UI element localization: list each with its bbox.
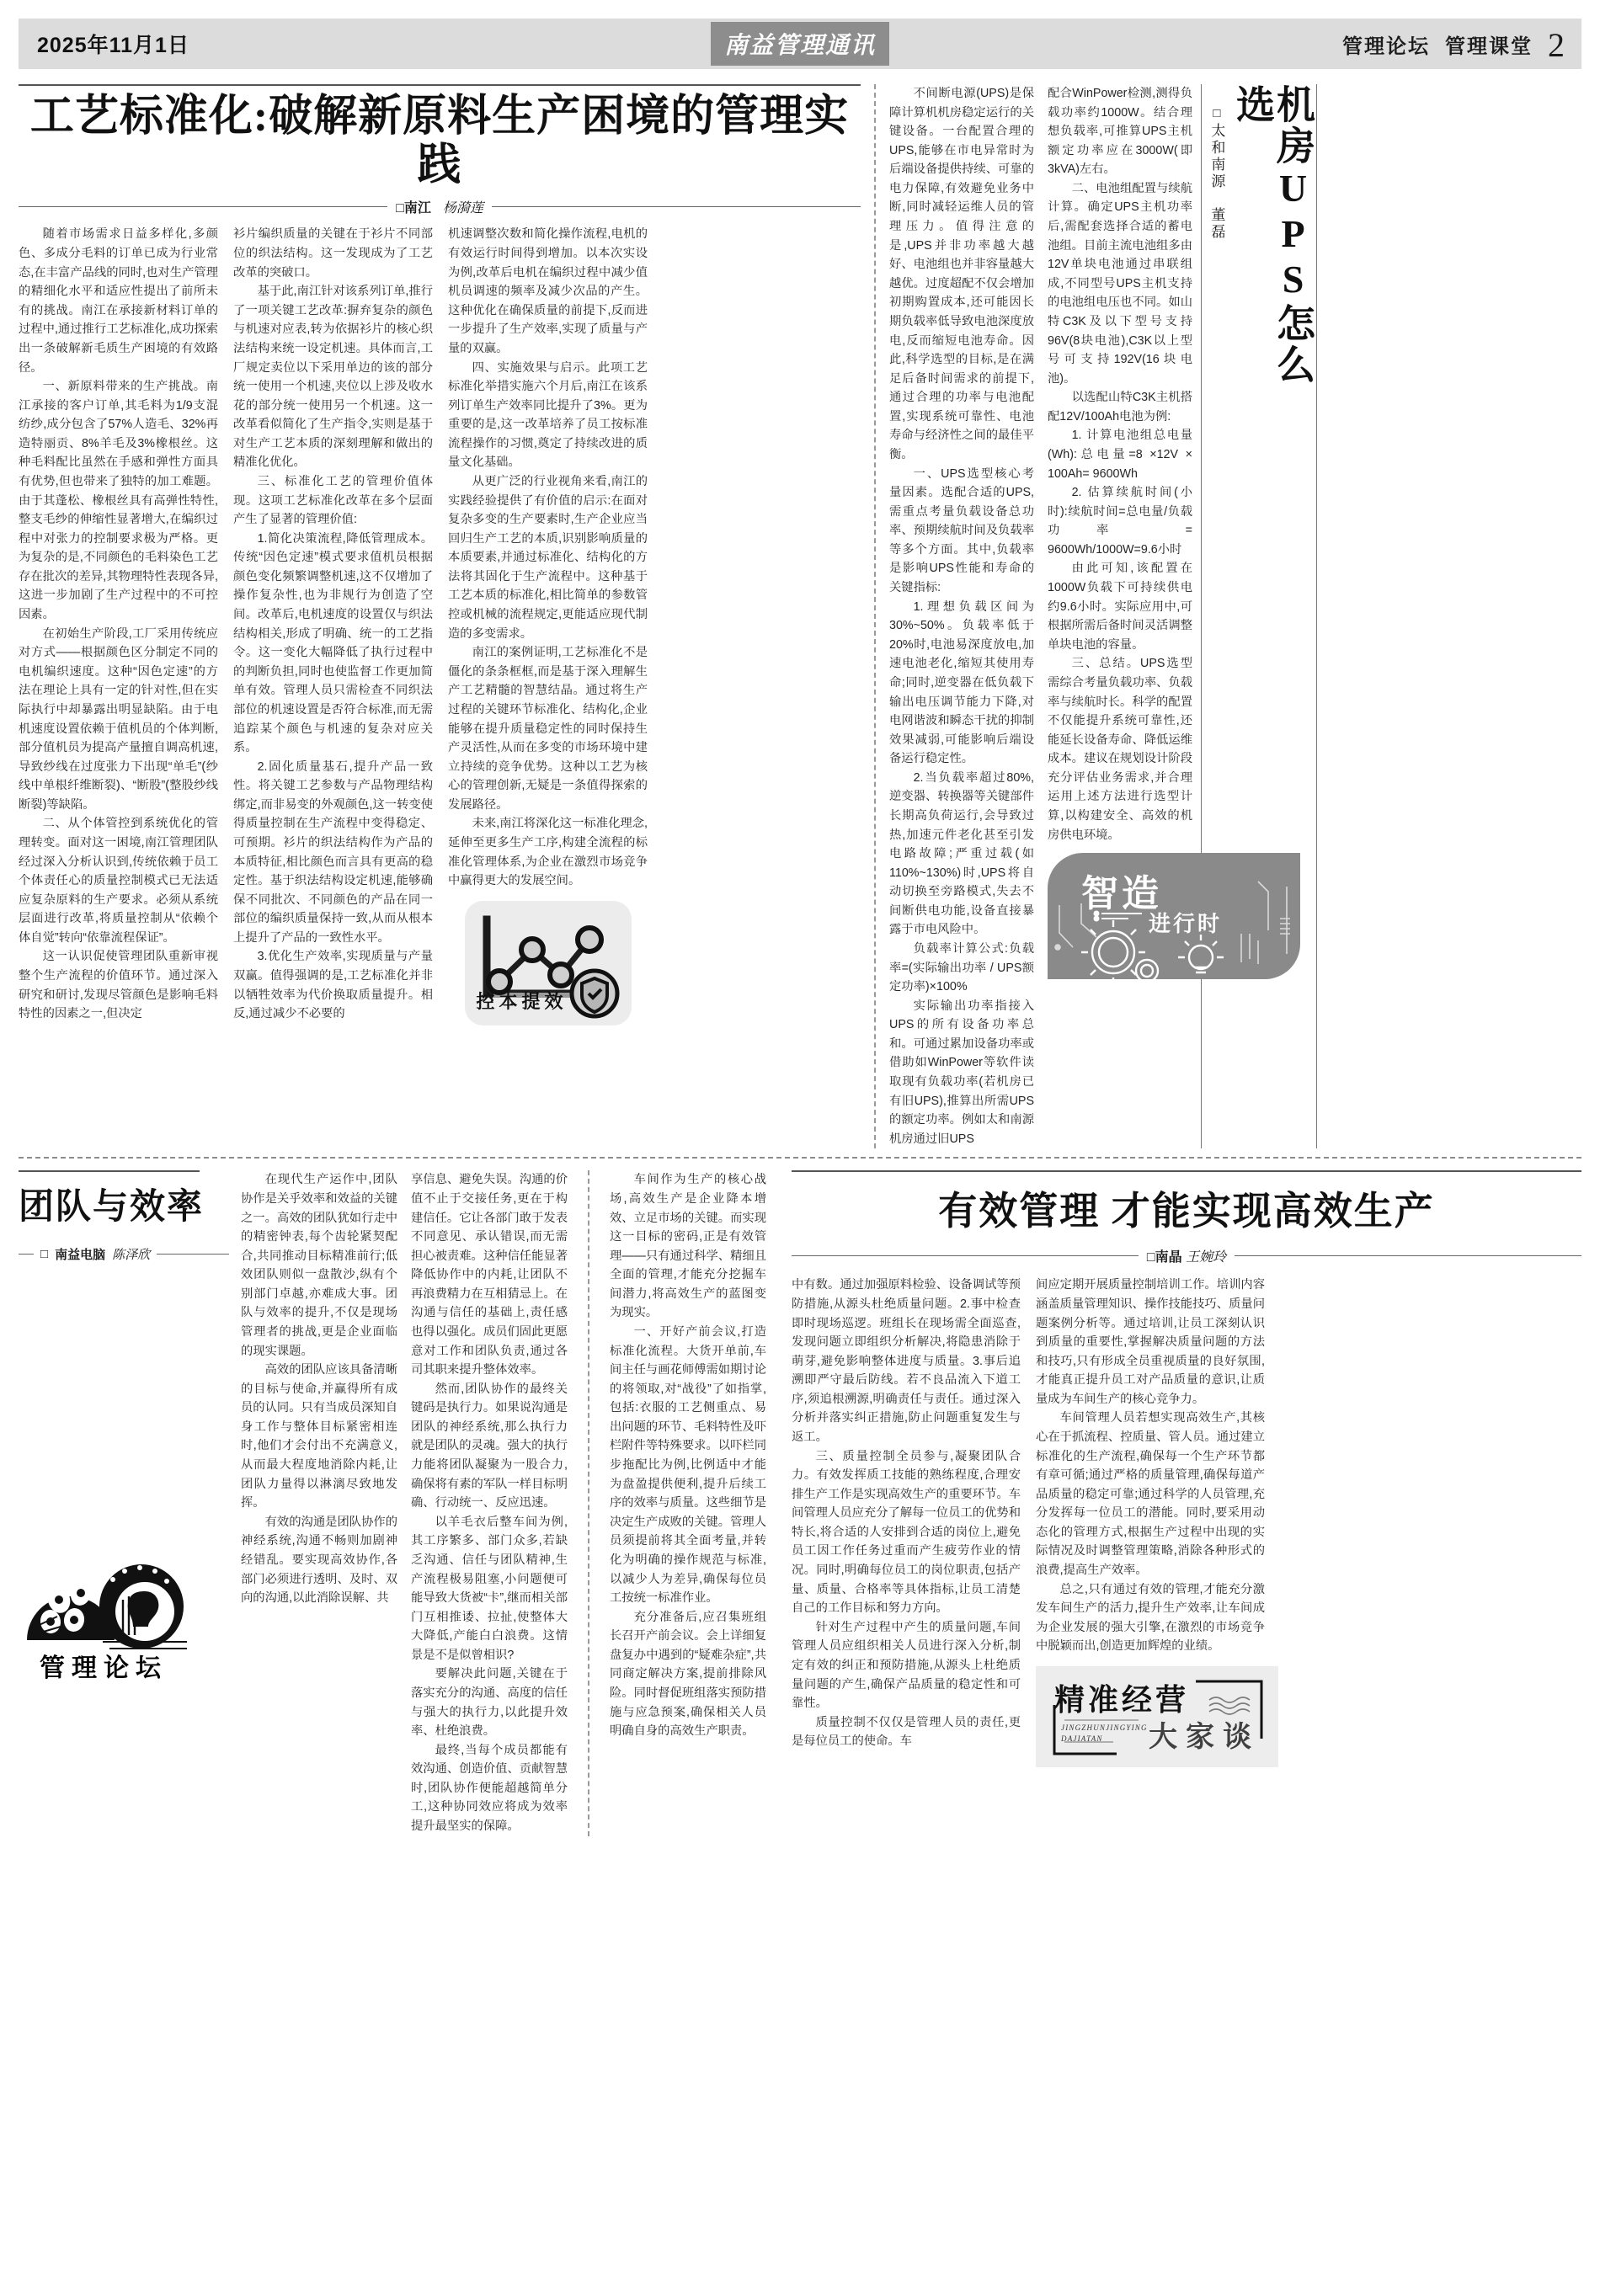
paragraph: 车间管理人员若想实现高效生产,其核心在于抓流程、控质量、管人员。通过建立标准化的生产流程,确保每一个生产环节都有章可循;通过严格的质量管理,确保每道产品质量的稳定可靠;通过科学的人员管理,充分发挥每一位员工的潜能。同时,要采用动态化的管理方式,根据生产过程中出现的实际情况及时调整管理策略,消除各种形式的浪费,提高生产效率。 [1036, 1411, 1265, 1578]
paragraph: 机速调整次数和简化操作流程,电机的有效运行时间得到增加。以本次实设为例,改革后电机在编织过程中减少值机员调速的频率及减少次品的产生。这种优化在确保质量的前提下,反而进一步提升了生产效率,实现了质量与产量的双赢。 [448, 227, 648, 355]
team-column-3 [610, 1170, 766, 1835]
paragraph: 1.理想负载区间为30%~50%。负载率低于20%时,电池易深度放电,加速电池老化,缩短其使用寿命;同时,逆变器在低负载下输出电压调节能力下降,对电网谐波和瞬态干扰的抑制效果减弱,可能影响后端设备运行稳定性。 [889, 599, 1034, 766]
paragraph: 这一认识促使管理团队重新审视整个生产流程的价值环节。通过深入研究和研讨,发现尽管颜色是影响毛料特性的因素之一,但决定 [19, 950, 218, 1021]
paragraph: 最终,当每个成员都能有效沟通、创造价值、贡献智慧时,团队协作便能超越简单分工,这种协同效应将成为效率提升最坚实的保障。 [411, 1743, 568, 1834]
paragraph: 配合WinPower检测,测得负载功率约1000W。结合理想负载率,可推算UPS主机额定功率应在3000W(即3kVA)左右。 [1048, 87, 1192, 177]
paragraph: 中有数。通过加强原料检验、设备调试等预防措施,从源头杜绝质量问题。2.事中检查即时现场巡逻。班组长在现场需全面巡查,发现问题立即组织分析解决,将隐患消除于萌芽,避免影响整体进度与质量。3.事后追溯即严守最后防线。若不良品流入下道工序,须追根溯源,明确责任与责任。通过深入分析并落实纠正措施,防止问题重复发生与返工。 [792, 1278, 1021, 1444]
paragraph: 二、从个体管控到系统优化的管理转变。面对这一困境,南江管理团队经过深入分析认识到,传统依赖于员工个体责任心的质量控制模式已无法适应复杂原料的生产要求。必须从系统层面进行改革,将质量控制从“依赖个体自觉”转向“依靠流程保证”。 [19, 817, 218, 945]
manage-columns [792, 1276, 1581, 1767]
lead-columns [19, 225, 861, 1025]
jingzhun-subtitle: 大家谈 [1149, 1720, 1260, 1755]
paragraph: 从更广泛的行业视角来看,南江的实践经验提供了有价值的启示:在面对复杂多变的生产要素时,生产企业应当回归生产工艺的本质,识别影响质量的本质要素,并通过标准化、结构化的方法将其固化于生产流程中。这种基于工艺本质的标准化,相比简单的参数管控或机械的流程规定,更能适应现代制造的多变需求。 [448, 474, 648, 641]
forum-logo-graphic [19, 1541, 189, 1686]
paragraph: 2.当负载率超过80%,逆变器、转换器等关键部件长期高负荷运行,会导致过热,加速元件老化甚至引发电路故障;严重过载(如110%~130%)时,UPS将自动切换至旁路模式,失去不间断供电功能,设备直接暴露于市电风险中。 [889, 770, 1034, 937]
paragraph: 车间作为生产的核心战场,高效生产是企业降本增效、立足市场的关键。而实现这一目标的密码,正是有效管理——只有通过科学、精细且全面的管理,才能充分挖掘车间潜力,将高效生产的蓝图变为现实。 [610, 1173, 766, 1320]
manage-column-1 [792, 1276, 1021, 1767]
team-byline [19, 1245, 229, 1263]
section-label-forum: 管理论坛 [1342, 35, 1430, 58]
lead-column-3 [448, 225, 648, 1025]
ups-author: 董磊 [1208, 207, 1225, 241]
manage-byline-text [1147, 1246, 1226, 1265]
paragraph: 衫片编织质量的关键在于衫片不同部位的织法结构。这一发现成为了工艺改革的突破口。 [233, 227, 433, 280]
ups-column-1 [889, 84, 1034, 1148]
section-label-classroom: 管理课堂 [1445, 35, 1533, 58]
byline-rule [19, 1254, 34, 1255]
jingzhun-pinyin [1061, 1723, 1148, 1745]
paragraph: 高效的团队应该具备清晰的目标与使命,并赢得所有成员的认同。只有当成员深知自身工作与整体目标紧密相连时,他们才会付出不充满意义,从而最大程度地消除内耗,让团队力量得以淋漓尽致地发挥。 [241, 1363, 397, 1510]
zhizao-title: 智造 [1081, 873, 1162, 915]
paragraph: 不间断电源(UPS)是保障计算机机房稳定运行的关键设备。一台配置合理的UPS,能够在市电异常时为后端设备提供持续、可靠的电力保障,有效避免业务中断,同时减轻运维人员的管理压力。值得注意的是,UPS并非功率越大越好、电池组也并非容量越大越优。过度超配不仅会增加初期购置成本,还可能因长期负载率低导致电池深度放电,反而缩短电池寿命。因此,科学选型的目标,是在满足后备时间需求的前提下,通过合理的功率与电池配置,实现系统可靠性、电池寿命与经济性之间的最佳平衡。 [889, 87, 1034, 461]
lead-rule-top [19, 84, 861, 86]
section-divider [19, 1157, 1581, 1159]
paragraph: 2.固化质量基石,提升产品一致性。将关键工艺参数与产品物理结构绑定,而非易变的外观颜色,这一转变使得质量控制在生产流程中变得稳定、可预期。衫片的织法结构作为产品的本质特征,相比颜色而言具有更高的稳定性。基于织法结构设定机速,能够确保不同批次、不同颜色的产品在同一部位的编织质量保持一致,从而从根本上提升了产品的一致性水平。 [233, 759, 433, 945]
kongben-tixiao-graphic [465, 901, 632, 1025]
masthead-logo: 南益管理通讯 [711, 22, 889, 66]
jingzhun-pinyin-line1: JINGZHUNJINGYING [1061, 1723, 1148, 1732]
paragraph: 一、UPS选型核心考量因素。选配合适的UPS,需重点考量负载设备总功率、预期续航时间及负载率等多个方面。其中,负载率是影响UPS性能和寿命的关键指标: [889, 466, 1034, 595]
byline-rule [792, 1255, 1139, 1256]
lead-source-mark: □ [396, 201, 404, 216]
manage-author: 王婉玲 [1186, 1250, 1227, 1265]
paragraph: 以选配山特C3K主机搭配12V/100Ah电池为例: [1048, 391, 1192, 424]
paragraph: 一、开好产前会议,打造标准化流程。大货开单前,车间主任与画花师傅需如期讨论的将领取,对“战役”了如指掌,包括:衣服的工艺侧重点、易出问题的环节、毛料特性及吓栏附件等特殊要求。以吓栏同步拖配比为例,比例适中才能为盘盈提供便利,提升后续工序的效率与质量。这些细节是决定生产成败的关键。管理人员须提前将其全面考量,并转化为明确的操作规范与标准,以减少人为差异,确保每位员工按统一标准作业。 [610, 1325, 766, 1606]
paragraph: 1. 计算电池组总电量(Wh):总电量=8 ×12V × 100Ah= 9600Wh [1048, 429, 1192, 481]
manage-rule [792, 1170, 1581, 1172]
lead-byline-row [19, 197, 861, 216]
jingzhun-pinyin-line2: DAJIATAN [1061, 1734, 1103, 1744]
paragraph: 三、总结。UPS选型需综合考量负载功率、负载率与续航时长。科学的配置不仅能提升系统可靠性,还能延长设备寿命、降低运维成本。建议在规划设计阶段充分评估业务需求,并合理运用上述方法进行选型计算,以构建安全、高效的机房供电环境。 [1048, 657, 1192, 842]
team-columns [241, 1170, 766, 1835]
manage-source-mark: □ [1146, 1250, 1155, 1265]
paragraph: 实际输出功率指接入UPS的所有设备功率总和。可通过累加设备功率或借助如WinPower等软件读取现有负载功率(若机房已有旧UPS),推算出所需UPS的额定功率。例如太和南源机房通过旧UPS [889, 999, 1034, 1146]
ups-article-title: 机房UPS怎么选 [1231, 84, 1315, 386]
paragraph: 未来,南江将深化这一标准化理念,延伸至更多生产工序,构建全流程的标准化管理体系,为企业在激烈市场竞争中赢得更大的发展空间。 [448, 817, 648, 888]
team-column-1 [241, 1170, 397, 1835]
masthead [19, 19, 1581, 69]
manage-article-title: 有效管理 才能实现高效生产 [938, 1190, 1435, 1233]
paragraph: 在初始生产阶段,工厂采用传统应对方式——根据颜色区分制定不同的电机编织速度。这种“因色定速”的方法在理论上具有一定的针对性,但在实际执行中却暴露出明显缺陷。由于电机速度设置依赖于值机员的个体判断,部分值机员为提高产量擅自调高机速,导致纱线在过度张力下出现“单毛”(纱线中单根纤维断裂)、“断股”(整股纱线断裂)等缺陷。 [19, 626, 218, 812]
zhizao-subtitle: 进行时 [1149, 911, 1223, 937]
paragraph: 3.优化生产效率,实现质量与产量双赢。值得强调的是,工艺标准化并非以牺牲效率为代价换取质量提升。相反,通过减少不必要的 [233, 950, 433, 1021]
ups-source-mark: □ [1209, 106, 1224, 123]
ups-source: 太和南源 [1208, 123, 1225, 190]
paragraph: 间应定期开展质量控制培训工作。培训内容涵盖质量管理知识、操作技能技巧、质量问题案例分析等。通过培训,让员工深刻认识到质量的重要性,掌握解决质量问题的方法和技巧,只有形成全员重视质量的良好氛围,才能真正提升员工对产品质量的意识,让质量成为车间生产的核心竞争力。 [1036, 1278, 1265, 1406]
lead-column-1 [19, 225, 218, 1025]
paragraph: 充分准备后,应召集班组长召开产前会议。会上详细复盘复办中遇到的“疑难杂症”,共同商定解决方案,提前排除风险。同时督促班组落实预防措施与应急预案,确保相关人员明确自身的高效生产职责。 [610, 1610, 766, 1739]
paragraph: 1.简化决策流程,降低管理成本。传统“因色定速”模式要求值机员根据颜色变化频繁调整机速,这不仅增加了操作复杂性,也为非规行为创造了空间。改革后,电机速度的设置仅与织法结构相关,形成了明确、统一的工艺指令。这一变化大幅降低了执行过程中的判断负担,同时也使监督工作更加简单有效。管理人员只需检查不同织法部位的机速设置是否符合标准,而无需追踪某个颜色与机速的复杂对应关系。 [233, 531, 433, 755]
masthead-sections [1342, 25, 1565, 64]
team-head [19, 1170, 241, 1835]
paragraph: 以羊毛衣后整车间为例,其工序繁多、部门众多,若缺乏沟通、信任与团队精神,生产流程极易阻塞,小问题便可能导致大货被“卡”,继而相关部门互相推诿、拉扯,使整体大大降低,产能白白浪费。这情景是不是似曾相识? [411, 1515, 568, 1662]
manage-source: 南晶 [1155, 1250, 1182, 1265]
byline-rule-right [1235, 1255, 1581, 1256]
team-article [19, 1170, 776, 1835]
lead-author: 杨漪莲 [442, 201, 483, 216]
team-column-2 [411, 1170, 568, 1835]
ups-title-block [1201, 84, 1317, 1148]
forum-logo-label: 管理论坛 [40, 1654, 168, 1683]
paragraph: 有效的沟通是团队协作的神经系统,沟通不畅则加剧神经错乱。要实现高效协作,各部门必须进行透明、及时、双向的沟通,以此消除误解、共 [241, 1515, 397, 1606]
newspaper-page [0, 19, 1600, 2296]
paragraph: 质量控制不仅仅是管理人员的责任,更是每位员工的使命。车 [792, 1715, 1021, 1749]
paragraph: 总之,只有通过有效的管理,才能充分激发车间生产的活力,提升生产效率,让车间成为企业发展的强大引擎,在激烈的市场竞争中脱颖而出,创造更加辉煌的业绩。 [1036, 1582, 1265, 1654]
paragraph: 南江的案例证明,工艺标准化不是僵化的条条框框,而是基于深入理解生产工艺精髓的智慧结晶。通过将生产过程的关键环节标准化、结构化,企业能够在提升质量稳定性的同时保持生产灵活性,从而在多变的市场环境中建立持续的竞争优势。这种以工艺为核心的管理创新,无疑是一条值得探索的发展路径。 [448, 646, 648, 812]
lead-article-title: 工艺标准化:破解新原料生产困境的管理实践 [29, 93, 850, 190]
team-source-mark: □ [40, 1247, 49, 1262]
paragraph: 基于此,南江针对该系列订单,推行了一项关键工艺改革:摒弃复杂的颜色与机速对应表,转为依据衫片的核心织法结构来统一设定机速。具体而言,工厂规定卖位以下采用单边的该的部分统一使用一个机速,夹位以上涉及收水花的部分统一使用另一个机速。这一改革看似简化了生产指令,实则是基于对生产工艺本质的深刻理解和做出的精准化优化。 [233, 285, 433, 470]
paragraph: 然而,团队协作的最终关键码是执行力。如果说沟通是团队的神经系统,那么执行力就是团队的灵魂。强大的执行力能将团队凝聚为一股合力,确保将有素的军队一样目标明确、行动统一、反应迅速。 [411, 1382, 568, 1510]
bottom-section [19, 1170, 1581, 1835]
page-number: 2 [1548, 25, 1565, 64]
kongben-label: 控本提效 [476, 990, 568, 1012]
shield-check-icon [572, 971, 617, 1016]
jingzhun-title: 精准经营 [1054, 1681, 1190, 1718]
ups-byline [1206, 84, 1227, 384]
manage-article [776, 1170, 1581, 1835]
paragraph: 四、实施效果与启示。此项工艺标准化举措实施六个月后,南江在该系列订单生产效率同比提升了3%。更为重要的是,这一改革培养了员工按标准流程操作的习惯,奠定了持续改进的质量文化基础。 [448, 360, 648, 470]
paragraph: 针对生产过程中产生的质量问题,车间管理人员应组织相关人员进行深入分析,制定有效的纠正和预防措施,从源头上杜绝质量问题的产生,确保产品质量的稳定性和可靠性。 [792, 1620, 1021, 1711]
team-source: 南益电脑 [55, 1248, 106, 1263]
paragraph: 在现代生产运作中,团队协作是关乎效率和效益的关键之一。高效的团队犹如行走中的精密钟表,每个齿轮紧契配合,共同推动目标精准前行;低效团队则似一盘散沙,纵有个别部门卓越,亦难成大事。团队与效率的提升,不仅是现场管理者的挑战,更是企业面临的现实课题。 [241, 1173, 397, 1358]
lead-source: 南江 [403, 201, 431, 216]
top-section [19, 84, 1581, 1148]
byline-rule-right [492, 206, 861, 207]
paragraph: 由此可知,该配置在1000W负载下可持续供电约9.6小时。实际应用中,可根据所需后备时间灵活调整单块电池的容量。 [1048, 562, 1192, 652]
team-article-title: 团队与效率 [19, 1188, 205, 1228]
zhizao-graphic [1048, 853, 1300, 979]
manage-column-2 [1036, 1276, 1265, 1767]
paragraph: 负载率计算公式:负载率=(实际输出功率 / UPS额定功率)×100% [889, 942, 1034, 994]
team-rule [19, 1170, 200, 1172]
paragraph: 随着市场需求日益多样化,多颜色、多成分毛料的订单已成为行业常态,在丰富产品线的同时,也对生产管理的精细化水平和适应性提出了前所未有的挑战。南江在承接新材料订单的过程中,通过推行工艺标准化,成功探索出一条破解新毛质生产困境的有效路径。 [19, 227, 218, 375]
lead-article [19, 84, 861, 1148]
byline-rule-right [157, 1254, 229, 1255]
publication-date: 2025年11月1日 [37, 34, 189, 57]
ups-article [874, 84, 1317, 1148]
paragraph: 2. 估算续航时间(小时):续航时间=总电量/负载功率 = 9600Wh/1000W=9.6小时 [1048, 486, 1192, 557]
paragraph: 享信息、避免失误。沟通的价值不止于交接任务,更在于构建信任。它让各部门敢于发表不同意见、承认错误,而无需担心被责难。这种信任能显著降低协作中的内耗,让团队不再浪费精力在互相猜忌上。在沟通与信任的基础上,责任感也得以强化。成员们固此更愿意对工作和团队负责,通过各司其职来提升整体效率。 [411, 1173, 568, 1377]
paragraph: 三、质量控制全员参与,凝聚团队合力。有效发挥质工技能的熟练程度,合理安排生产工作是实现高效生产的重要环节。车间管理人员应充分了解每一位员工的优势和特长,将合适的人安排到合适的岗位上,避免员工因工作任务过重而产生疲劳作业的情况。同时,明确每位员工的岗位职责,包括产量、质量、合格率等具体指标,让员工清楚自己的工作目标和努力方向。 [792, 1449, 1021, 1616]
paragraph: 要解决此问题,关键在于落实充分的沟通、高度的信任与强大的执行力,以此提升效率、杜绝浪费。 [411, 1667, 568, 1739]
byline-rule [19, 206, 387, 207]
paragraph: 一、新原料带来的生产挑战。南江承接的客户订单,其毛料为1/9支混纺纱,成分包含了57%人造毛、32%再造特丽贡、8%羊毛及3%橡根丝。这种毛料配比虽然在手感和弹性方面具有优势,但也带来了独特的加工难题。由于其蓬松、橡根丝具有高弹性特性,整支毛纱的伸缩性显著增大,在编织过程中对张力的控制要求极为严格。更为复杂的是,不同颜色的毛料染色工艺存在批次的差异,其物理特性表现各异,这进一步加剧了生产过程中的不可控因素。 [19, 380, 218, 622]
paragraph: 三、标准化工艺的管理价值体现。这项工艺标准化改革在多个层面产生了显著的管理价值: [233, 474, 433, 527]
lead-column-2 [233, 225, 433, 1025]
jingzhun-graphic [1036, 1666, 1278, 1767]
lead-byline [396, 197, 483, 216]
column-separator [588, 1170, 589, 1835]
gear-icon [1081, 920, 1158, 979]
manage-byline [792, 1246, 1581, 1265]
team-author: 陈泽欣 [112, 1248, 151, 1263]
paragraph: 二、电池组配置与续航计算。确定UPS主机功率后,需配套选择合适的蓄电池组。目前主流电池组多由12V单块电池通过串联组成,不同型号UPS主机支持的电池组电压也不同。如山特C3K及以下型号支持96V(8块电池),C3K以上型号可支持192V(16块电池)。 [1048, 181, 1192, 386]
